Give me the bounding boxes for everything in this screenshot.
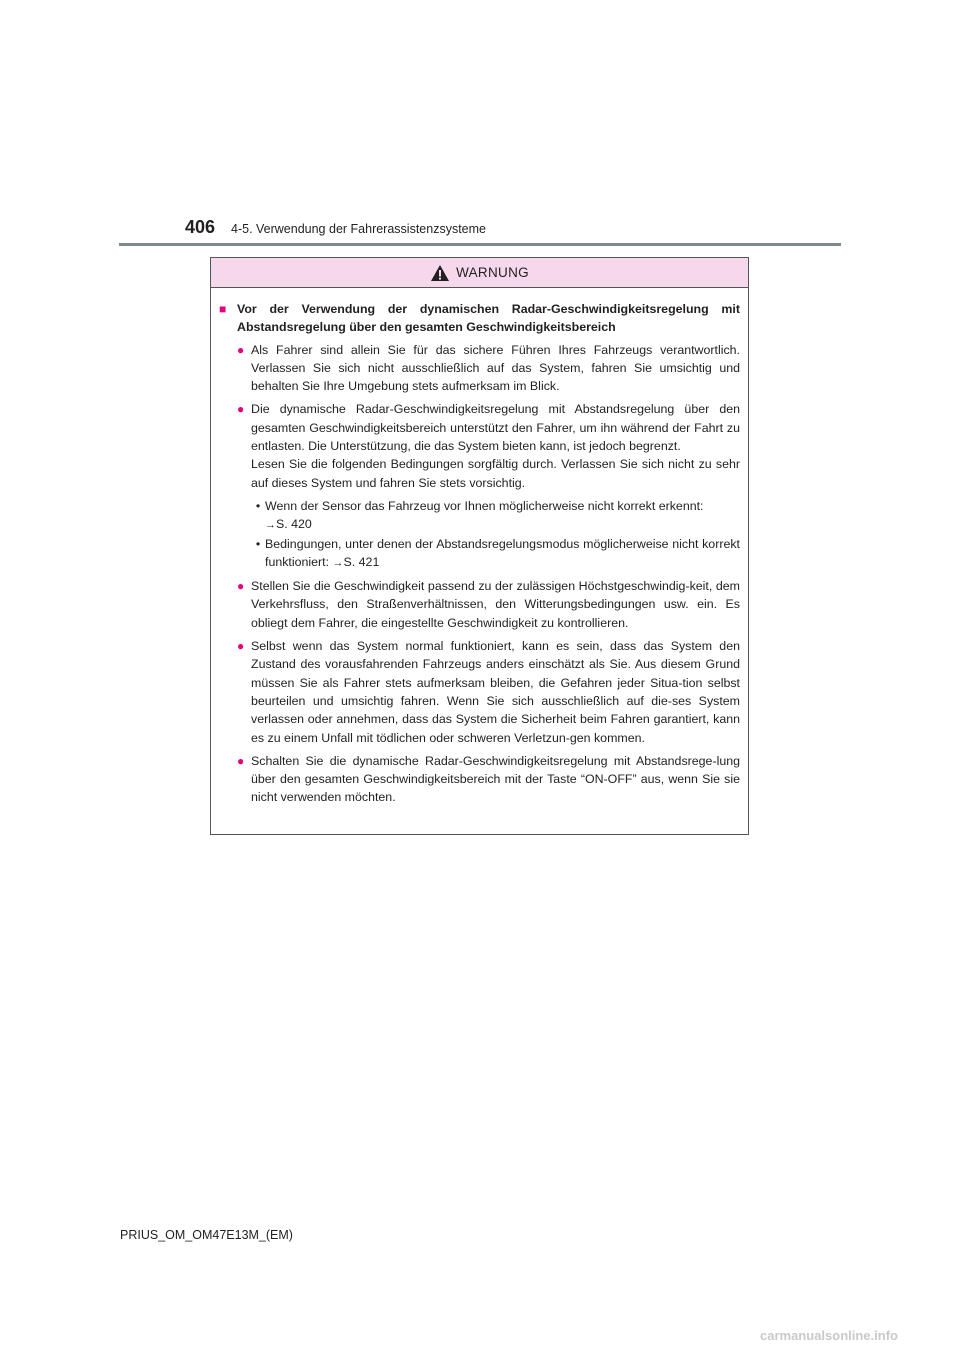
sub-item-text: Wenn der Sensor das Fahrzeug vor Ihnen möglicherweise nicht korrekt erkennt: — [265, 498, 704, 513]
section-title — [219, 300, 740, 337]
sub-item — [251, 535, 740, 573]
section-title-text: Vor der Verwendung der dynamischen Radar-Geschwindigkeitsregelung mit Abstandsregelung über den gesamten Geschwindigkeitsbereich — [237, 302, 740, 335]
header-rule — [119, 243, 841, 246]
small-bullet-icon: • — [255, 498, 261, 513]
square-bullet-icon: ■ — [219, 302, 227, 316]
warning-label: WARNUNG — [456, 264, 529, 280]
arrow-right-icon: → — [265, 519, 276, 532]
bullet-text: Die dynamische Radar-Geschwindigkeitsregelung mit Abstandsregelung über den gesamten Geschwindigkeitsbereich unterstützt den Fahrer, um ihn während der Fahrt zu entlasten. Die Unterstützung, die das System bieten kann, ist jedoch begrenzt. — [251, 402, 740, 454]
bullet-text: Als Fahrer sind allein Sie für das sichere Führen Ihres Fahrzeugs verantwortlich. Verlassen Sie sich nicht ausschließlich auf das System, fahren Sie umsichtig und behalten Sie Ihre Umgebung stets aufmerksam im Blick. — [251, 342, 740, 394]
bullet-item — [237, 752, 740, 807]
bullet-text: Stellen Sie die Geschwindigkeit passend zu der zulässigen Höchstgeschwindig-keit, dem Verkehrsfluss, den Straßenverhältnissen, den Witterungsbedingungen usw. ein. Es obliegt dem Fahrer, die eingestellte Geschwindigkeit zu kontrollieren. — [251, 579, 740, 630]
page-number: 406 — [185, 217, 216, 237]
dot-bullet-icon: ● — [237, 579, 245, 594]
warning-content — [211, 288, 748, 807]
warning-box — [210, 257, 749, 835]
dot-bullet-icon: ● — [237, 402, 245, 417]
page-reference-link[interactable]: S. 421 — [343, 554, 380, 569]
bullet-text: Schalten Sie die dynamische Radar-Geschwindigkeitsregelung mit Abstandsrege-lung über den gesamten Geschwindigkeitsbereich mit der Taste “ON-OFF” aus, wenn Sie sie nicht verwenden möchten. — [251, 753, 740, 805]
warning-header — [211, 258, 748, 288]
bullet-item — [237, 577, 740, 632]
dot-bullet-icon: ● — [237, 342, 245, 357]
sub-list — [251, 497, 740, 572]
dot-bullet-icon: ● — [237, 639, 245, 654]
bullet-text: Selbst wenn das System normal funktioniert, kann es sein, dass das System den Zustand des vorausfahrenden Fahrzeugs anders einschätzt als Sie. Aus diesem Grund müssen Sie als Fahrer stets aufmerksam bleiben, die Gefahren jeder Situa-tion selbst beurteilen und umsichtig fahren. Wenn Sie sich ausschließlich auf die-ses System verlassen oder annehmen, dass das System die Sicherheit beim Fahren garantiert, kann es zu einem Unfall mit tödlichen oder schweren Verletzun-gen kommen. — [251, 639, 740, 745]
watermark: carmanualsonline.info — [760, 1328, 898, 1343]
chapter-title: 4-5. Verwendung der Fahrerassistenzsysteme — [231, 222, 486, 236]
bullet-item — [237, 637, 740, 747]
bullet-item — [237, 341, 740, 396]
bullet-text-continued: Lesen Sie die folgenden Bedingungen sorgfältig durch. Verlassen Sie sich nicht zu sehr auf dieses System und fahren Sie stets vorsichtig. — [251, 457, 740, 490]
warning-triangle-icon — [430, 264, 450, 282]
dot-bullet-icon: ● — [237, 753, 245, 768]
sub-item — [251, 497, 740, 535]
page-reference-link[interactable]: S. 420 — [276, 517, 312, 532]
sub-item-text: Bedingungen, unter denen der Abstandsregelungsmodus möglicherweise nicht korrekt funktioniert: — [265, 536, 740, 569]
document-code: PRIUS_OM_OM47E13M_(EM) — [120, 1228, 293, 1242]
arrow-right-icon: → — [332, 556, 344, 569]
small-bullet-icon: • — [255, 536, 261, 551]
bullet-item — [237, 400, 740, 572]
warning-bullets — [219, 341, 740, 807]
